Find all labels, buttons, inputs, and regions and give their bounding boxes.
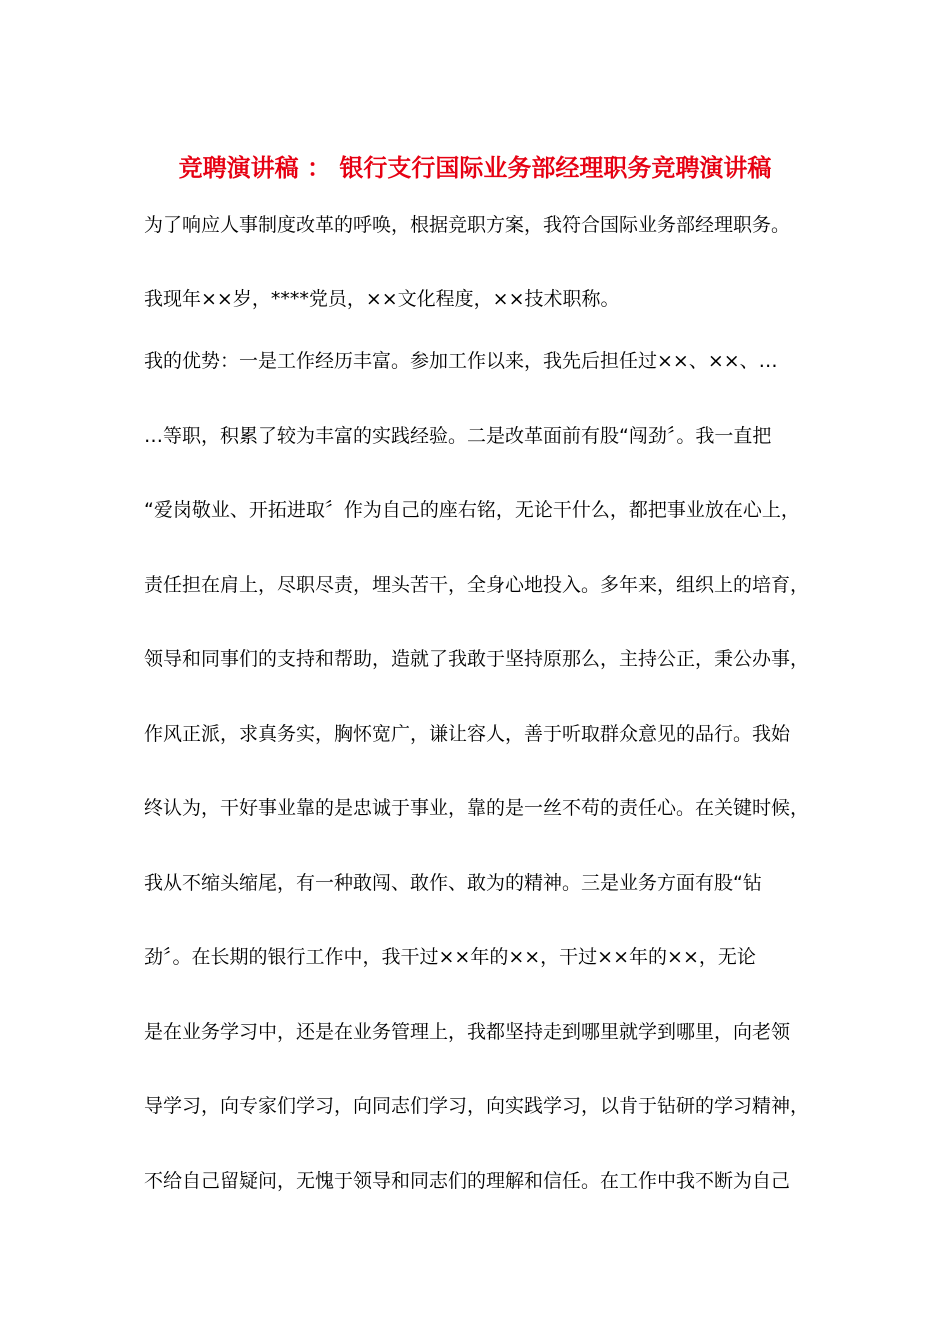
paragraph-line: 我现年××岁，****党员，××文化程度，××技术职称。	[144, 288, 620, 310]
paragraph-line: 终认为，干好事业靠的是忠诚于事业，靠的是一丝不苟的责任心。在关键时候，	[144, 797, 810, 819]
paragraph-line: 责任担在肩上，尽职尽责，埋头苦干，全身心地投入。多年来，组织上的培育，	[144, 574, 810, 596]
paragraph-line: 不给自己留疑问，无愧于领导和同志们的理解和信任。在工作中我不断为自己	[144, 1170, 791, 1192]
paragraph-line: 劲〞。在长期的银行工作中，我干过××年的××，干过××年的××，无论	[144, 946, 756, 968]
paragraph-line: “爱岗敬业、开拓进取〞作为自己的座右铭，无论干什么，都把事业放在心上，	[144, 499, 800, 521]
document-title: 竞聘演讲稿 ： 银行支行国际业务部经理职务竞聘演讲稿	[178, 153, 772, 182]
paragraph-line: 我从不缩头缩尾，有一种敢闯、敢作、敢为的精神。三是业务方面有股“钻	[144, 872, 762, 894]
paragraph-line: …等职，积累了较为丰富的实践经验。二是改革面前有股“闯劲〞。我一直把	[144, 425, 772, 447]
paragraph-line: 为了响应人事制度改革的呼唤，根据竞职方案，我符合国际业务部经理职务。	[144, 214, 791, 236]
paragraph-line: 领导和同事们的支持和帮助，造就了我敢于坚持原那么，主持公正，秉公办事，	[144, 648, 810, 670]
paragraph-line: 是在业务学习中，还是在业务管理上，我都坚持走到哪里就学到哪里，向老领	[144, 1021, 791, 1043]
paragraph-line: 导学习，向专家们学习，向同志们学习，向实践学习，以肯于钻研的学习精神，	[144, 1095, 810, 1117]
paragraph-line: 作风正派，求真务实，胸怀宽广，谦让容人，善于听取群众意见的品行。我始	[144, 723, 791, 745]
paragraph-line: 我的优势：一是工作经历丰富。参加工作以来，我先后担任过××、××、…	[144, 350, 778, 372]
